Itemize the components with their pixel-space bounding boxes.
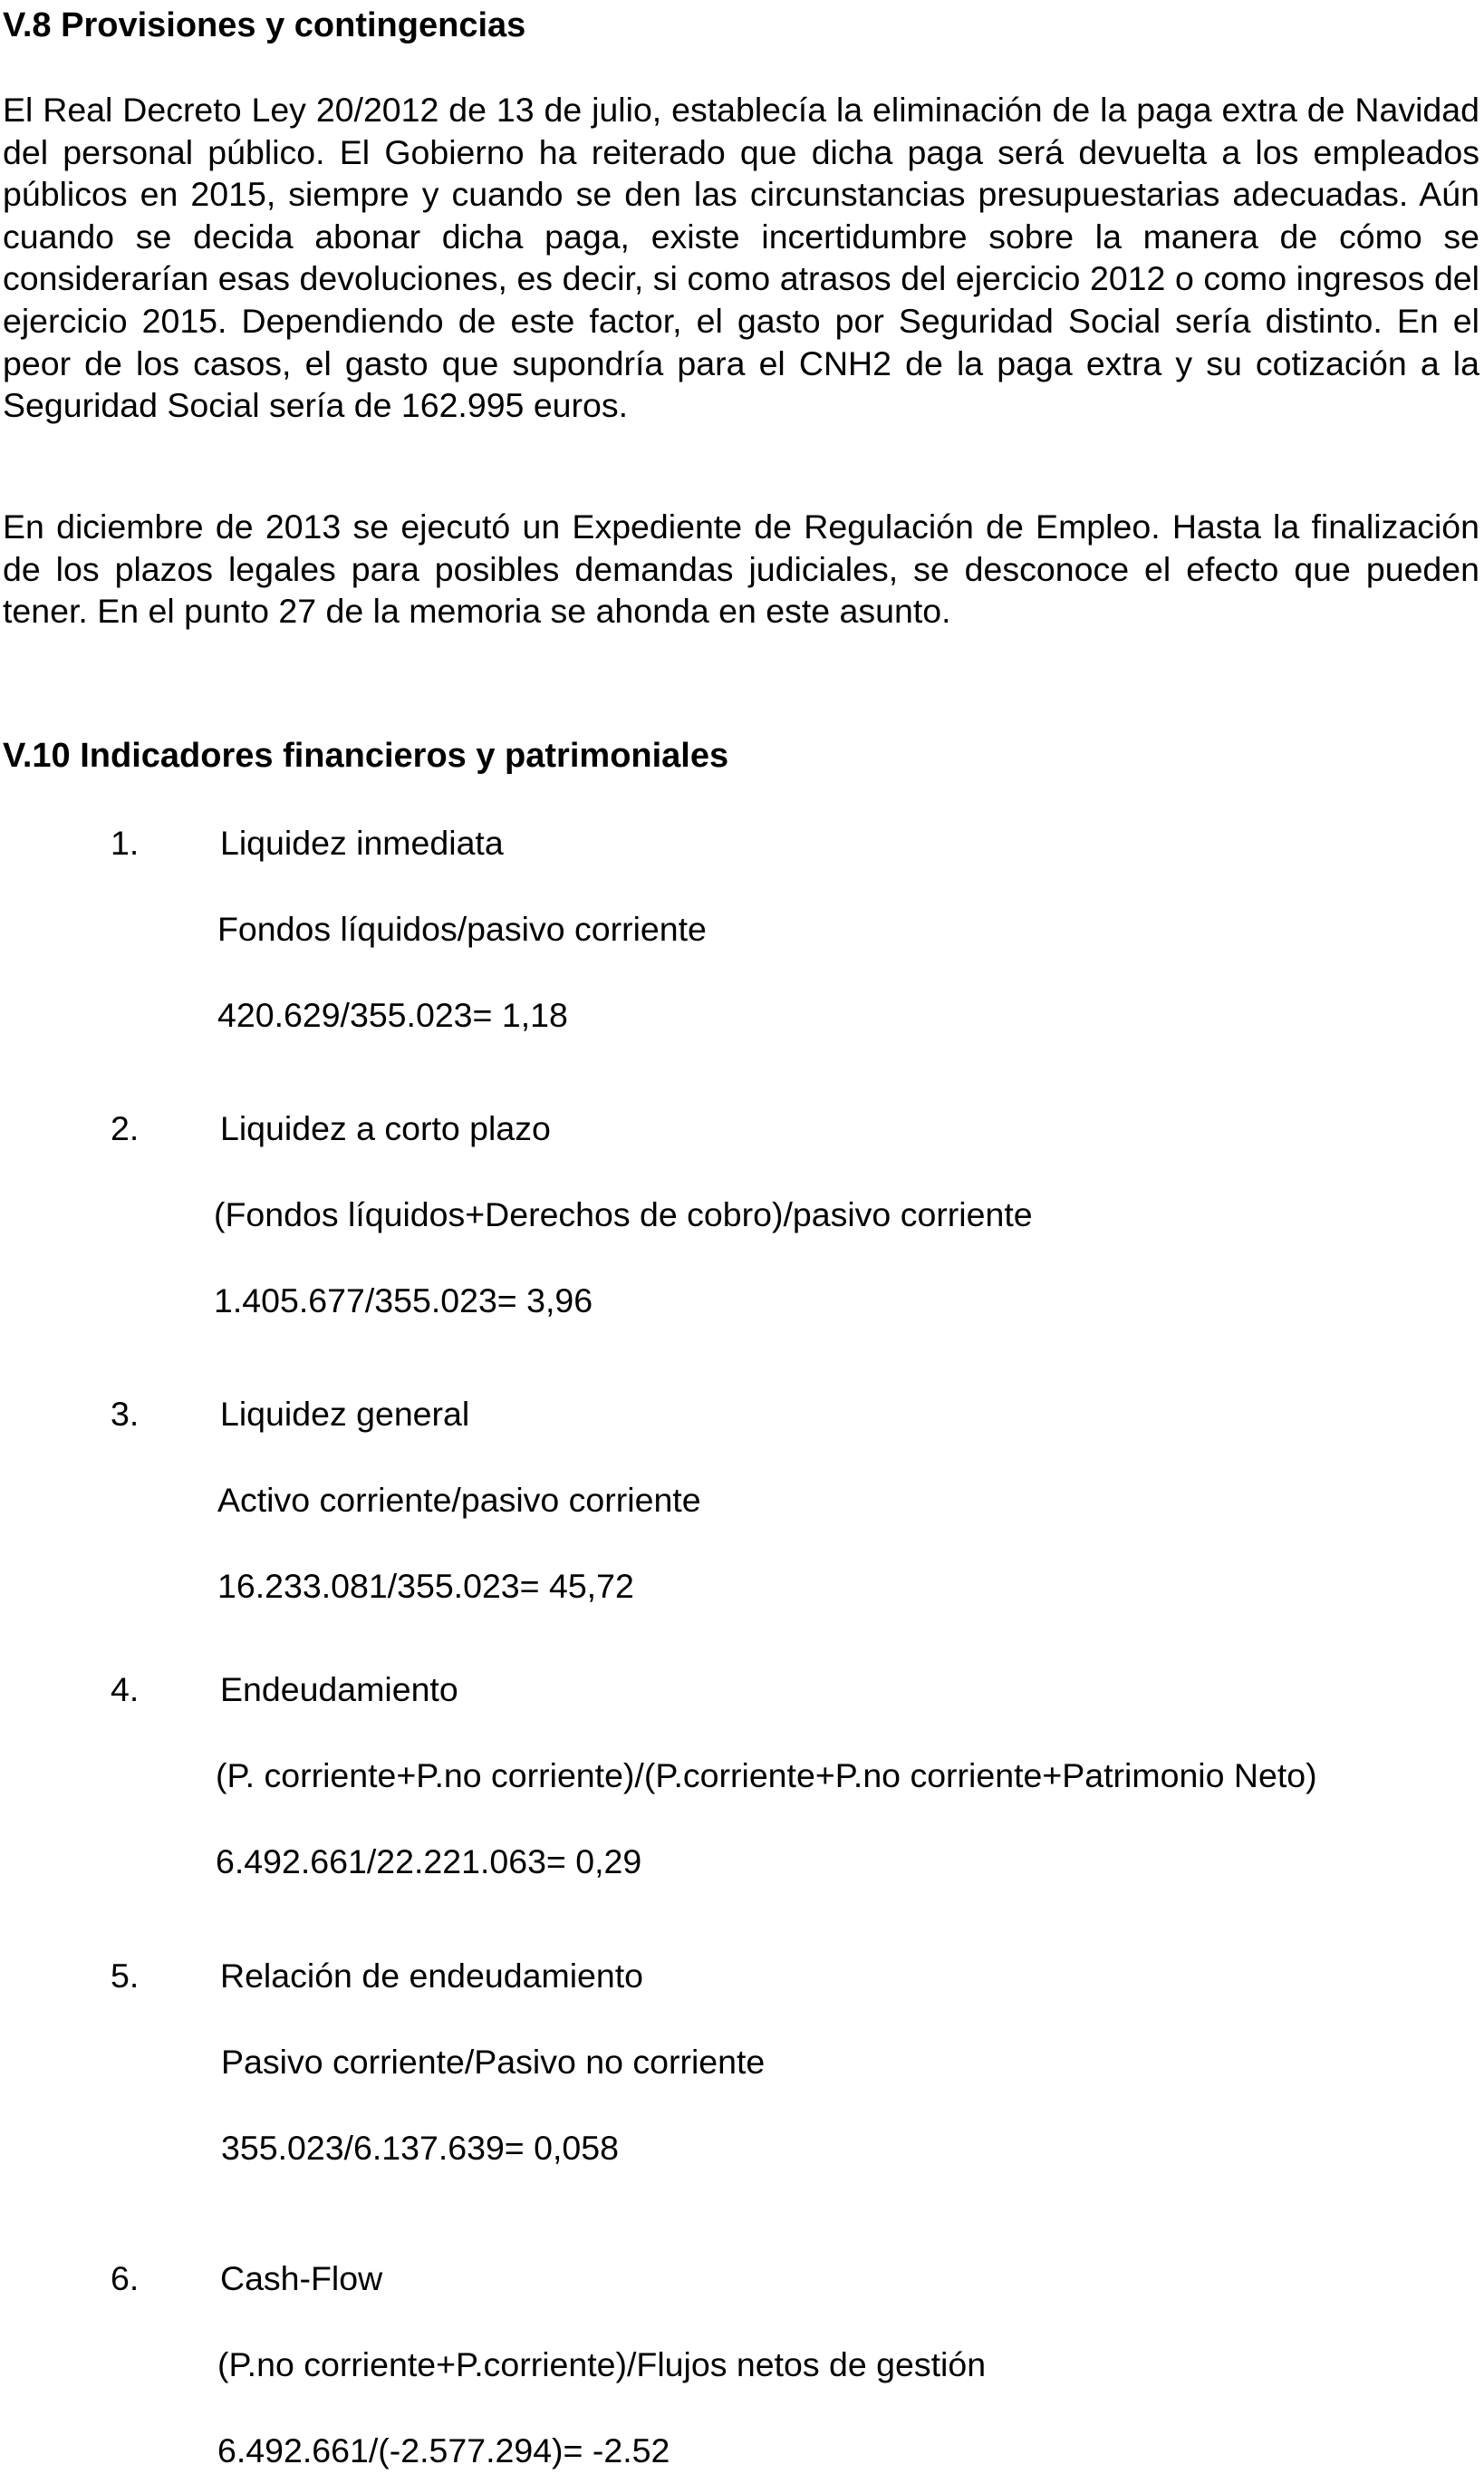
- paragraph-provisiones: El Real Decreto Ley 20/2012 de 13 de julio, establecía la eliminación de la paga extra de Navidad del personal público. El Gobierno ha reiterado que dicha paga será devuelta a los empleados públicos en 2015, siempre y cuando se den las circunstancias presupuestarias adecuadas. Aún cuando se decida abonar dicha paga, existe incertidumbre sobre la manera de cómo se considerarían esas devoluciones, es decir, si como atrasos del ejercicio 2012 o como ingresos del ejercicio 2015. Dependiendo de este factor, el gasto por Seguridad Social sería distinto. En el peor de los casos, el gasto que supondría para el CNH2 de la paga extra y su cotización a la Seguridad Social sería de 162.995 euros.: [3, 91, 1479, 425]
- indicator-title: Relación de endeudamiento: [220, 1957, 644, 1995]
- indicator-result: 1.405.677/355.023= 3,96: [214, 1281, 593, 1319]
- indicator-title: Liquidez inmediata: [220, 824, 504, 862]
- indicator-title: Liquidez a corto plazo: [220, 1109, 551, 1147]
- indicator-result: 6.492.661/(-2.577.294)= -2.52: [217, 2431, 670, 2469]
- indicator-result: 16.233.081/355.023= 45,72: [217, 1567, 634, 1605]
- indicator-formula: Fondos líquidos/pasivo corriente: [217, 910, 707, 948]
- indicator-formula: (P.no corriente+P.corriente)/Flujos netos de gestión: [217, 2345, 987, 2383]
- indicator-number: 2.: [111, 1109, 140, 1147]
- indicator-number: 6.: [111, 2259, 140, 2297]
- indicator-number: 4.: [111, 1670, 140, 1708]
- indicator-number: 5.: [111, 1957, 140, 1995]
- indicator-formula: (Fondos líquidos+Derechos de cobro)/pasivo corriente: [214, 1195, 1033, 1233]
- indicator-title: Cash-Flow: [220, 2259, 383, 2297]
- indicator-result: 355.023/6.137.639= 0,058: [221, 2129, 619, 2167]
- indicator-formula: (P. corriente+P.no corriente)/(P.corriente+P.no corriente+Patrimonio Neto): [216, 1756, 1317, 1794]
- section-heading-v10: V.10 Indicadores financieros y patrimoniales: [3, 737, 729, 775]
- indicator-result: 420.629/355.023= 1,18: [217, 996, 568, 1034]
- indicator-title: Endeudamiento: [220, 1670, 458, 1708]
- indicator-number: 3.: [111, 1395, 140, 1433]
- indicator-title: Liquidez general: [220, 1395, 470, 1433]
- indicator-number: 1.: [111, 824, 140, 862]
- paragraph-expediente: En diciembre de 2013 se ejecutó un Expediente de Regulación de Empleo. Hasta la finalización de los plazos legales para posibles demandas judiciales, se desconoce el efecto que pueden tener. En el punto 27 de la memoria se ahonda en este asunto.: [3, 507, 1479, 631]
- section-heading-v8: V.8 Provisiones y contingencias: [3, 6, 526, 44]
- indicator-result: 6.492.661/22.221.063= 0,29: [216, 1842, 642, 1880]
- indicator-formula: Pasivo corriente/Pasivo no corriente: [221, 2043, 766, 2081]
- indicator-formula: Activo corriente/pasivo corriente: [217, 1481, 701, 1519]
